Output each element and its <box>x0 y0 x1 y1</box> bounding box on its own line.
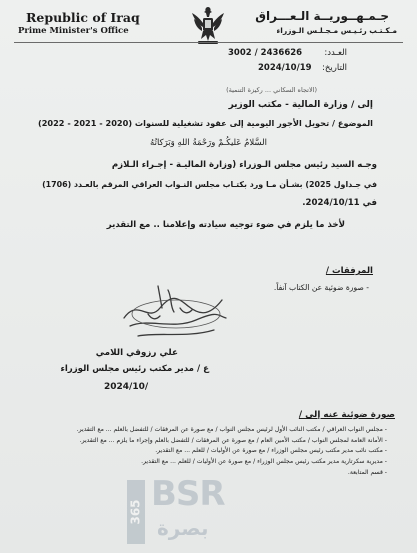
paragraph-line-2: في جـداول 2025) بشـأن مـا ورد بكتـاب مجلس النـواب العراقي المرقم بالعـدد (1706) <box>42 180 377 189</box>
closing-line: لأخذ ما يلزم في ضوء توجيه سيادته وإعلامنا .. مع التقدير <box>106 220 345 230</box>
signatory-title: ع / مدير مكتب رئيس مجلس الوزراء <box>60 364 209 374</box>
eagle-emblem-icon <box>188 3 228 47</box>
ref-date-label: التاريخ: <box>322 63 347 73</box>
watermark-side-bar <box>127 480 145 544</box>
paragraph-line-3: في 2024/10/11. <box>302 198 377 208</box>
attachments-item: - صورة ضوئية عن الكتاب آنفاً. <box>273 283 369 292</box>
copies-item: - مجلس النواب العراقي / مكتب النائب الأول لرئيس مجلس النواب / مع صورة عن المرفقات / للتفضل بالعلم ... مع التقدير. <box>15 426 387 434</box>
handwritten-signature-icon <box>118 278 228 348</box>
copies-item: - مكتب نائب مدير مكتب رئيس مجلس الوزراء / مع صورة عن الأوليات / للعلم ... مع التقدير. <box>15 447 387 455</box>
copies-title: صورة ضوئية عنه إلى / <box>298 410 395 420</box>
signatory-date: 2024/10/ <box>104 382 149 392</box>
watermark-sub: بصرة <box>157 516 209 540</box>
addressee: إلى / وزارة المالية - مكتب الوزير <box>228 100 373 110</box>
watermark-badge <box>127 468 227 550</box>
greeting: السَّلامُ عَليكُـمْ ورَحْمَةُ اللهِ وَبَرَكاتُهُ <box>150 138 267 148</box>
country-name-en: Republic of Iraq <box>26 10 140 25</box>
office-name-en: Prime Minister's Office <box>18 26 129 36</box>
watermark-number: 365 <box>129 499 143 525</box>
copies-item: - الأمانة العامة لمجلس النواب / مكتب الأمين العام / مع صورة عن المرفقات / للتفضل بالعلم وإجراء ما يلزم ... مع التقدير. <box>15 437 387 445</box>
watermark-brand: BSR <box>151 474 225 514</box>
header-divider <box>14 42 403 43</box>
copies-item: - قسم المتابعة. <box>15 469 387 477</box>
paragraph-line-1: وجـه السيد رئيس مجلس الـوزراء (وزارة الماليـة - إجـراء الـلازم <box>111 160 377 170</box>
slogan-line: (الاتجاه السكاني ... ركيزة التنمية) <box>226 86 317 94</box>
office-name-ar: مـكـتـب رئـيـس مـجـلـس الـوزراء <box>276 26 397 35</box>
signatory-name: علي رزوقي اللامي <box>95 348 178 358</box>
attachments-title: المرفقات / <box>325 266 373 276</box>
ref-number-value: 3002 / 2436626 <box>228 48 303 58</box>
ref-number-label: العـدد: <box>324 48 347 58</box>
ref-date-value: 2024/10/19 <box>258 63 312 73</box>
subject-line: الموضوع / تحويل الأجور اليومية إلى عقود تشغيلية للسنوات (2020 - 2021 - 2022) <box>37 118 373 128</box>
copies-item: - مديرية سكرتارية مدير مكتب رئيس مجلس الوزراء / مع صورة عن الأوليات / للعلم ... مع التقدير. <box>15 458 387 466</box>
country-name-ar: جـمـهــوريــة الـعـــراق <box>255 9 389 23</box>
